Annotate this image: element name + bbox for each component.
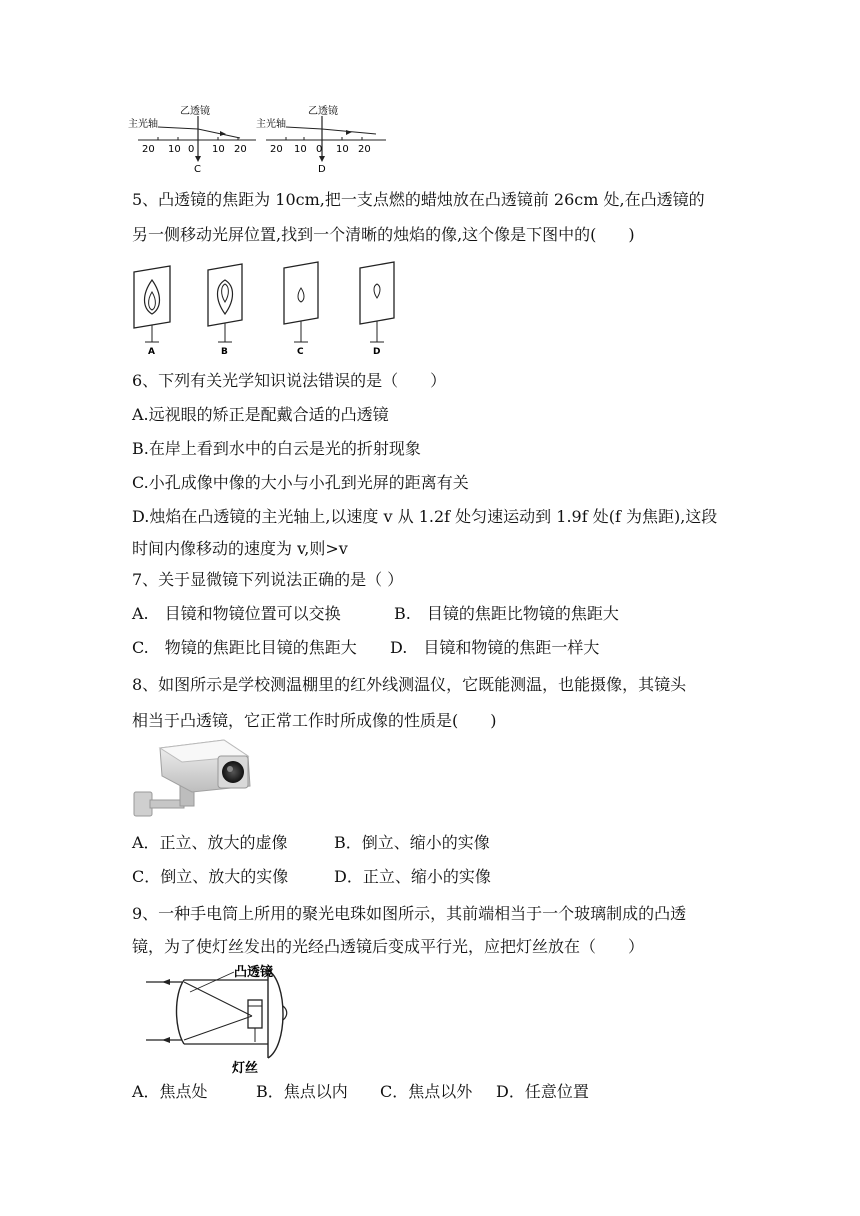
- screen-a: [134, 266, 170, 357]
- q7-option-a: A. 目镜和物镜位置可以交换: [132, 604, 341, 623]
- q9-option-a: A．焦点处: [132, 1082, 208, 1101]
- tick-label: 10: [336, 144, 349, 155]
- lens-label: 凸透镜: [234, 965, 274, 980]
- tick-label: 20: [358, 144, 371, 155]
- q8-option-a: A．正立、放大的虚像: [132, 833, 288, 852]
- lens-label: 乙透镜: [180, 106, 210, 117]
- q7-option-c: C. 物镜的焦距比目镜的焦距大: [132, 638, 357, 657]
- screen-label: C: [297, 347, 304, 357]
- tick-label: 20: [234, 144, 247, 155]
- axis-label: 主光轴: [256, 119, 286, 130]
- q8-option-d: D．正立、缩小的实像: [334, 867, 491, 886]
- screen-b: [208, 264, 242, 357]
- tick-label: 0: [316, 144, 323, 155]
- filament-label: 灯丝: [232, 1061, 259, 1076]
- tick-label: 10: [294, 144, 307, 155]
- q6-option-a: A.远视眼的矫正是配戴合适的凸透镜: [132, 405, 389, 424]
- q6-stem: 6、下列有关光学知识说法错误的是（ ）: [132, 371, 447, 390]
- screen-label: A: [148, 347, 155, 357]
- screen-c: [284, 262, 318, 357]
- q7-option-d: D. 目镜和物镜的焦距一样大: [390, 638, 600, 657]
- tick-label: 20: [142, 144, 155, 155]
- screen-label: D: [373, 347, 381, 357]
- lens-diagram-c: [128, 100, 258, 176]
- q6-option-b: B.在岸上看到水中的白云是光的折射现象: [132, 439, 421, 458]
- q8-stem-line1: 8、如图所示是学校测温棚里的红外线测温仪，它既能测温，也能摄像，其镜头: [132, 675, 687, 694]
- security-camera-image: [132, 738, 254, 820]
- q8-option-b: B．倒立、缩小的实像: [334, 833, 490, 852]
- axis-label: 主光轴: [128, 119, 158, 130]
- q6-option-c: C.小孔成像中像的大小与小孔到光屏的距离有关: [132, 473, 469, 492]
- q9-option-c: C．焦点以外: [380, 1082, 473, 1101]
- q5-stem-line2: 另一侧移动光屏位置,找到一个清晰的烛焰的像,这个像是下图中的( ): [132, 225, 635, 244]
- q7-stem: 7、关于显微镜下列说法正确的是（ ）: [132, 570, 404, 589]
- point-label: D: [318, 164, 326, 175]
- point-label: C: [194, 164, 201, 175]
- q8-option-c: C．倒立、放大的实像: [132, 867, 289, 886]
- candle-screens-figure: [128, 258, 408, 358]
- screen-d: [360, 262, 394, 357]
- q9-stem-line1: 9、一种手电筒上所用的聚光电珠如图所示，其前端相当于一个玻璃制成的凸透: [132, 904, 687, 923]
- lens-label: 乙透镜: [308, 106, 338, 117]
- q5-stem-line1: 5、凸透镜的焦距为 10cm,把一支点燃的蜡烛放在凸透镜前 26cm 处,在凸透镜的: [132, 190, 705, 209]
- q8-stem-line2: 相当于凸透镜，它正常工作时所成像的性质是( ): [132, 711, 497, 730]
- screen-label: B: [221, 347, 228, 357]
- tick-label: 10: [168, 144, 181, 155]
- q9-stem-line2: 镜，为了使灯丝发出的光经凸透镜后变成平行光，应把灯丝放在（ ）: [132, 937, 645, 956]
- q9-option-d: D．任意位置: [496, 1082, 589, 1101]
- q6-option-d-line2: 时间内像移动的速度为 v,则>v: [132, 539, 348, 558]
- q7-option-b: B. 目镜的焦距比物镜的焦距大: [394, 604, 619, 623]
- lens-diagram-d: [256, 100, 390, 176]
- tick-label: 20: [270, 144, 283, 155]
- q9-option-b: B．焦点以内: [256, 1082, 348, 1101]
- flashlight-bulb-diagram: [140, 962, 300, 1076]
- q6-option-d-line1: D.烛焰在凸透镜的主光轴上,以速度 v 从 1.2f 处匀速运动到 1.9f 处(f 为焦距),这段: [132, 507, 718, 526]
- tick-label: 10: [212, 144, 225, 155]
- tick-label: 0: [188, 144, 195, 155]
